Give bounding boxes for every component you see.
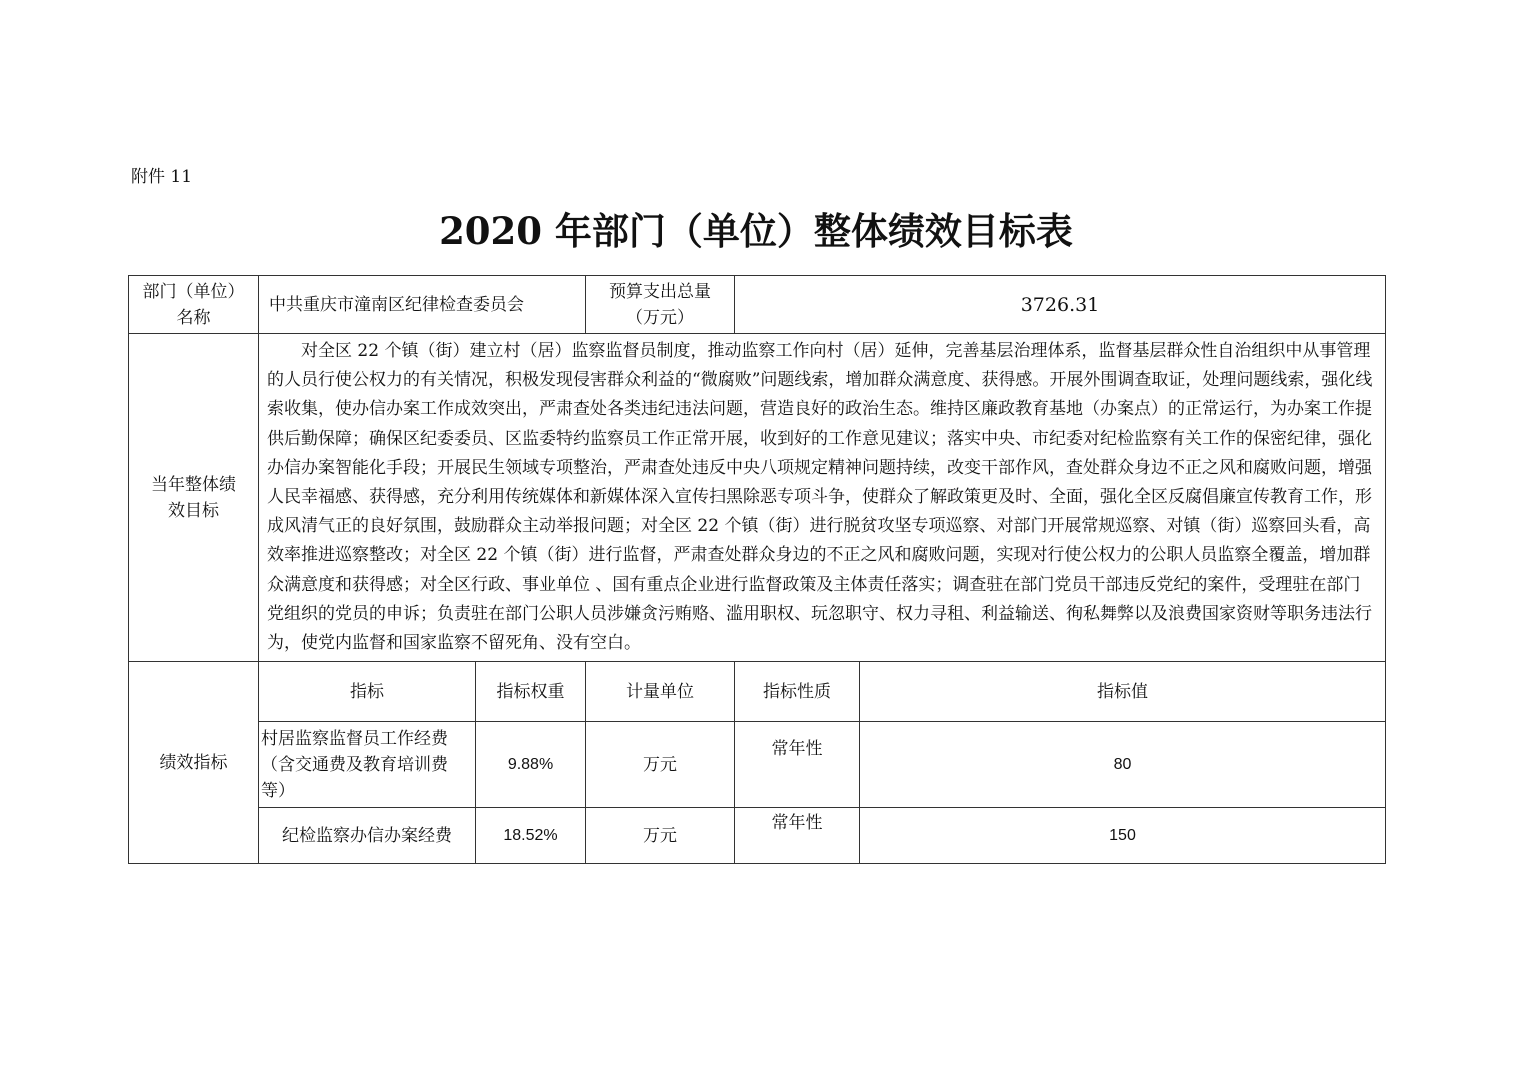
budget-label-line2: （万元） <box>626 307 694 328</box>
attachment-label: 附件 11 <box>131 167 193 187</box>
goal-label-line1: 当年整体绩 <box>151 474 236 495</box>
budget-value: 3726.31 <box>735 276 1386 334</box>
header-unit: 计量单位 <box>586 662 735 722</box>
dept-label <box>129 276 259 334</box>
goal-text: 对全区 22 个镇（街）建立村（居）监察监督员制度，推动监察工作向村（居）延伸，完善基层治理体系，监督基层群众性自治组织中从事管理的人员行使公权力的有关情况，积极发现侵害群众利益的“微腐败”问题线索，增加群众满意度、获得感。开展外围调查取证，处理问题线索，强化线索收集，使办信办案工作成效突出，严肃查处各类违纪违法问题，营造良好的政治生态。维持区廉政教育基地（办案点）的正常运行，为办案工作提供后勤保障；确保区纪委委员、区监委特约监察员工作正常开展，收到好的工作意见建议；落实中央、市纪委对纪检监察有关工作的保密纪律，强化办信办案智能化手段；开展民生领域专项整治，严肃查处违反中央八项规定精神问题持续，改变干部作风，查处群众身边不正之风和腐败问题，增强人民幸福感、获得感，充分利用传统媒体和新媒体深入宣传扫黑除恶专项斗争，使群众了解政策更及时、全面，强化全区反腐倡廉宣传教育工作，形成风清气正的良好氛围，鼓励群众主动举报问题；对全区 22 个镇（街）进行脱贫攻坚专项巡察、对部门开展常规巡察、对镇（街）巡察回头看，高效率推进巡察整改；对全区 22 个镇（街）进行监督，严肃查处群众身边的不正之风和腐败问题，实现对行使公权力的公职人员监察全覆盖，增加群众满意度和获得感；对全区行政、事业单位 、国有重点企业进行监督政策及主体责任落实；调查驻在部门党员干部违反党纪的案件，受理驻在部门党组织的党员的申诉；负责驻在部门公职人员涉嫌贪污贿赂、滥用职权、玩忽职守、权力寻租、利益输送、徇私舞弊以及浪费国家资财等职务违法行为，使党内监督和国家监察不留死角、没有空白。 <box>259 334 1386 662</box>
indicator-value: 150 <box>860 808 1386 864</box>
indicator-section-label: 绩效指标 <box>129 662 259 864</box>
indicator-weight: 18.52% <box>476 808 586 864</box>
indicator-header-row <box>129 662 1386 722</box>
table-row <box>129 808 1386 864</box>
header-weight: 指标权重 <box>476 662 586 722</box>
goal-label-line2: 效目标 <box>168 500 219 521</box>
header-indicator: 指标 <box>259 662 476 722</box>
indicator-unit: 万元 <box>586 722 735 808</box>
indicator-nature: 常年性 <box>735 722 860 808</box>
header-nature: 指标性质 <box>735 662 860 722</box>
dept-label-line2: 名称 <box>176 307 211 328</box>
dept-label-line1: 部门（单位） <box>142 281 245 302</box>
table-row <box>129 722 1386 808</box>
page-title: 2020 年部门（单位）整体绩效目标表 <box>439 209 1073 253</box>
indicator-name: 纪检监察办信办案经费 <box>259 808 476 864</box>
goal-label <box>129 334 259 662</box>
indicator-value: 80 <box>860 722 1386 808</box>
goal-row <box>129 334 1386 662</box>
indicator-unit: 万元 <box>586 808 735 864</box>
performance-goal-table <box>128 275 1386 864</box>
header-value: 指标值 <box>860 662 1386 722</box>
indicator-weight: 9.88% <box>476 722 586 808</box>
budget-label-line1: 预算支出总量 <box>609 281 711 302</box>
indicator-name: 村居监察监督员工作经费（含交通费及教育培训费等） <box>259 722 476 808</box>
indicator-nature: 常年性 <box>735 808 860 864</box>
budget-label <box>586 276 735 334</box>
dept-name: 中共重庆市潼南区纪律检查委员会 <box>259 276 586 334</box>
dept-row <box>129 276 1386 334</box>
